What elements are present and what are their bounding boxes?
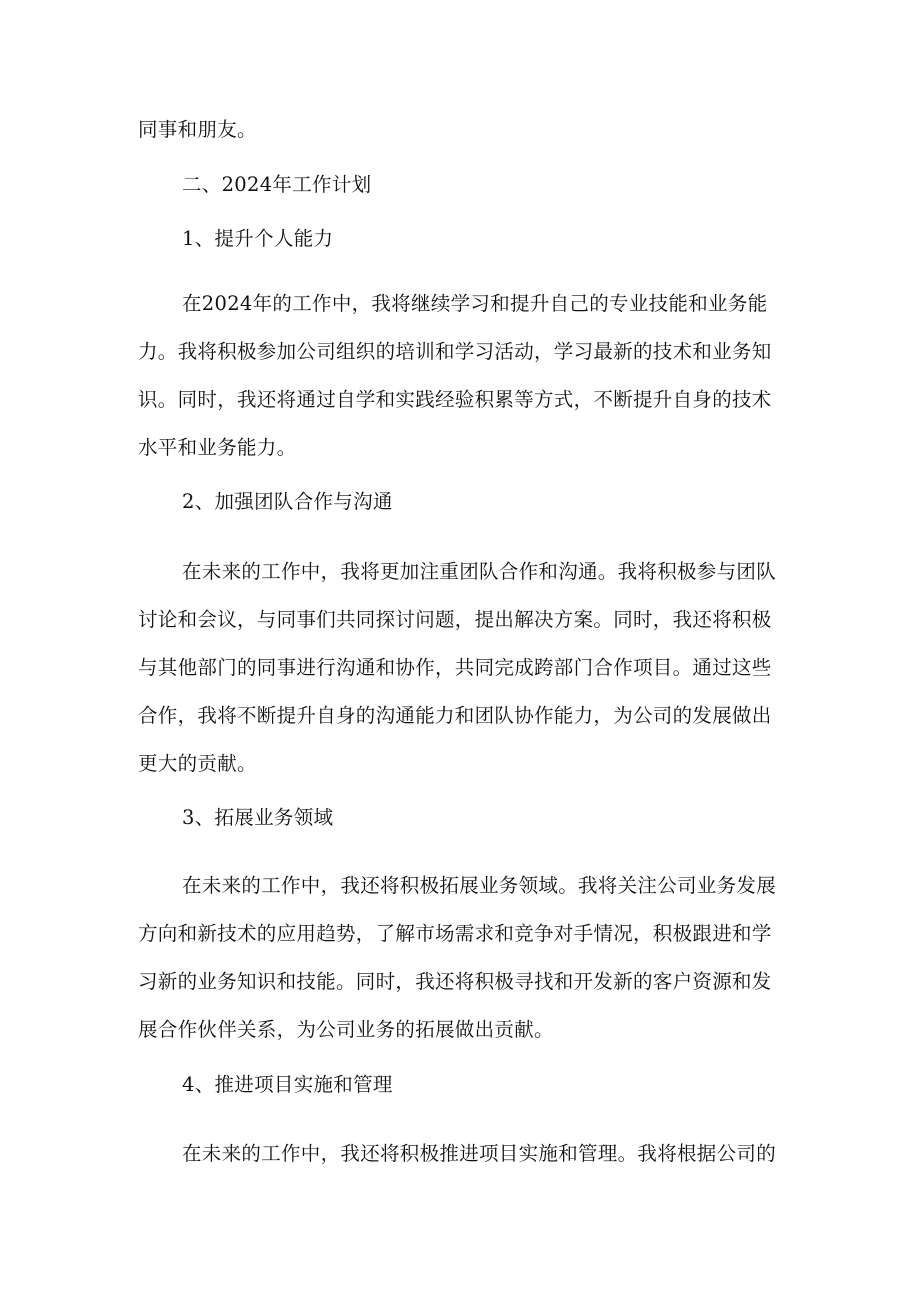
paragraph-line: 识。同时，我还将通过自学和实践经验积累等方式，不断提升自身的技术 [138,388,772,411]
paragraph-line: 在未来的工作中，我还将积极拓展业务领域。我将关注公司业务发展 [182,874,777,897]
subsection-heading: 4、推进项目实施和管理 [182,1073,393,1096]
paragraph-line: 同事和朋友。 [138,118,257,141]
paragraph-line: 展合作伙伴关系，为公司业务的拓展做出贡献。 [138,1018,554,1041]
subsection-heading: 3、拓展业务领域 [182,806,334,829]
paragraph-line: 在未来的工作中，我将更加注重团队合作和沟通。我将积极参与团队 [182,560,777,583]
paragraph-line: 在2024年的工作中，我将继续学习和提升自己的专业技能和业务能 [182,292,768,315]
paragraph-line: 在未来的工作中，我还将积极推进项目实施和管理。我将根据公司的 [182,1142,777,1165]
paragraph-line: 与其他部门的同事进行沟通和协作，共同完成跨部门合作项目。通过这些 [138,656,772,679]
subsection-heading: 2、加强团队合作与沟通 [182,490,393,513]
paragraph-line: 力。我将积极参加公司组织的培训和学习活动，学习最新的技术和业务知 [138,340,772,363]
paragraph-line: 讨论和会议，与同事们共同探讨问题，提出解决方案。同时，我还将积极 [138,608,772,631]
subsection-heading: 1、提升个人能力 [182,227,334,250]
paragraph-line: 方向和新技术的应用趋势，了解市场需求和竞争对手情况，积极跟进和学 [138,922,772,945]
section-heading: 二、2024年工作计划 [182,173,372,196]
paragraph-line: 更大的贡献。 [138,752,257,775]
paragraph-line: 合作，我将不断提升自身的沟通能力和团队协作能力，为公司的发展做出 [138,704,772,727]
paragraph-line: 习新的业务知识和技能。同时，我还将积极寻找和开发新的客户资源和发 [138,970,772,993]
paragraph-line: 水平和业务能力。 [138,436,297,459]
